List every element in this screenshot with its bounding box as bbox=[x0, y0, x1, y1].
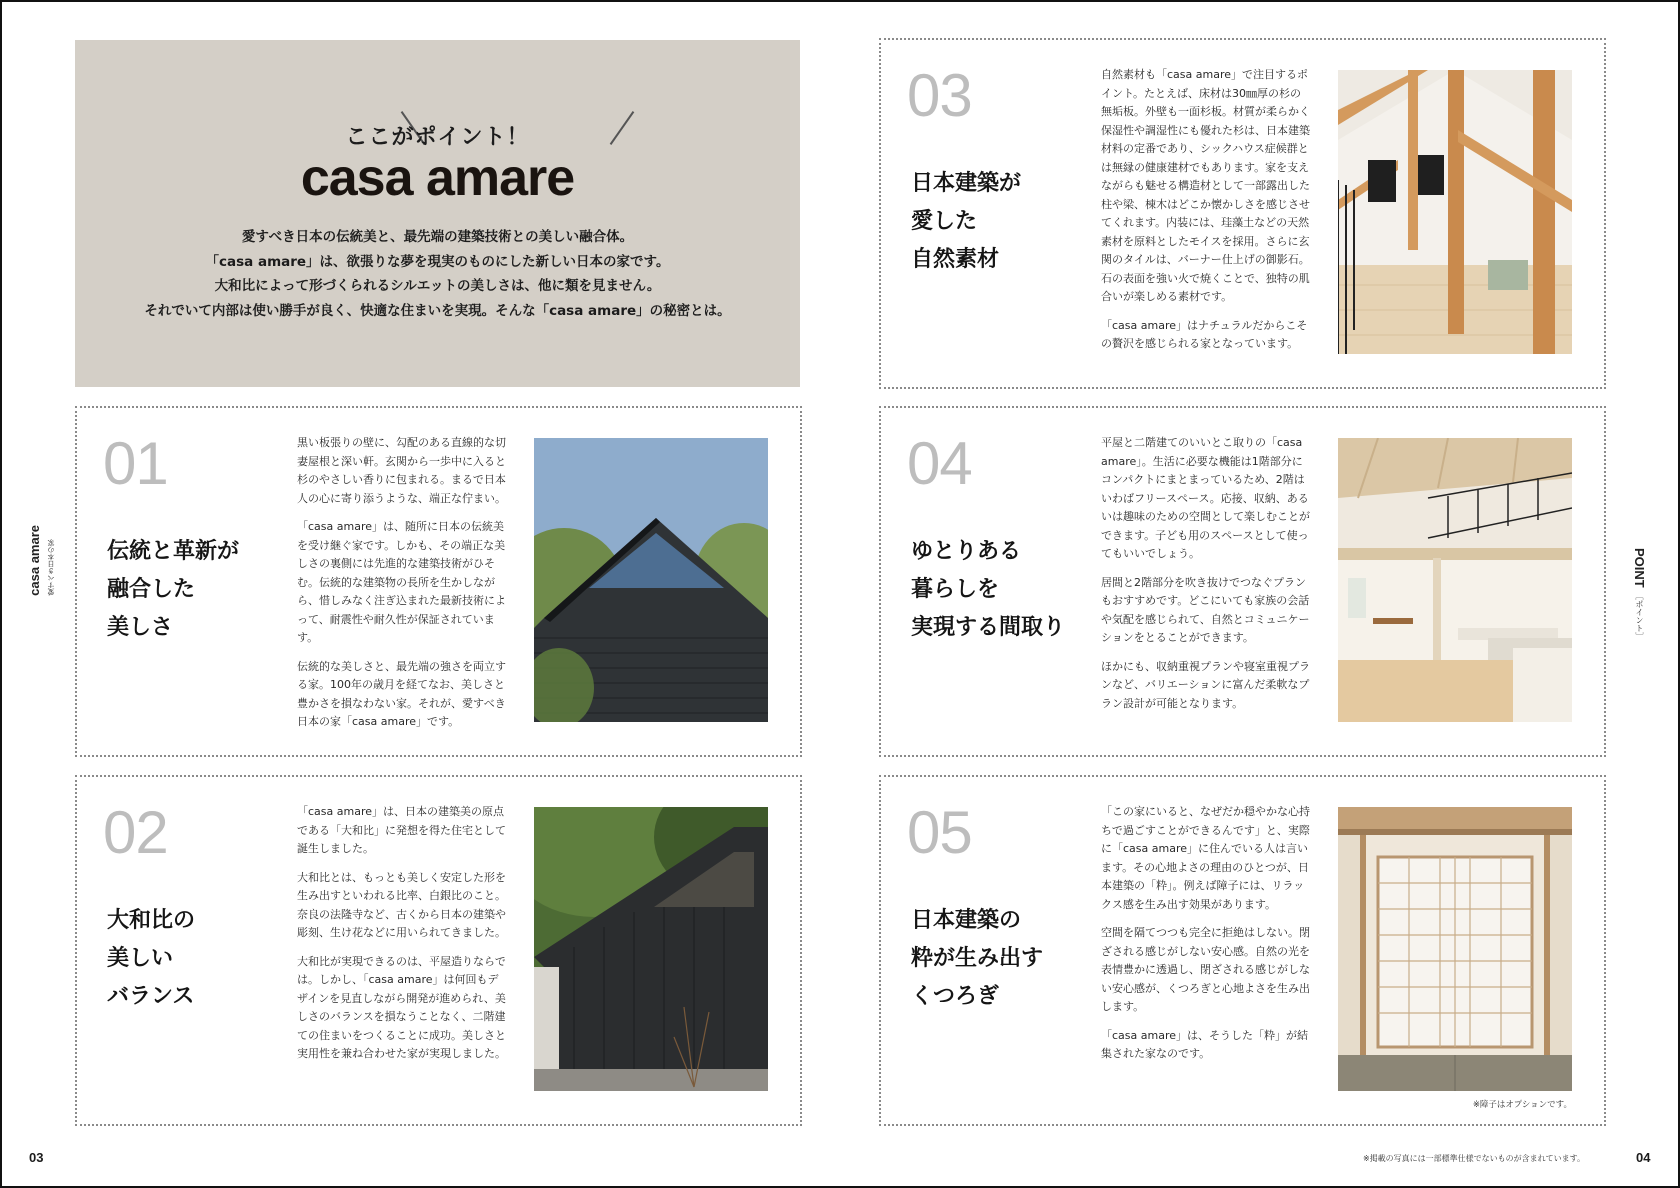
page-number-right: 04 bbox=[1636, 1150, 1651, 1165]
side-point-label: POINT bbox=[1632, 548, 1647, 588]
gable-house-exterior-photo bbox=[534, 438, 768, 722]
intro-lead bbox=[95, 225, 780, 323]
point-body bbox=[297, 803, 507, 1074]
point-card-04 bbox=[879, 406, 1606, 757]
point-number: 05 bbox=[907, 799, 972, 866]
point-number: 04 bbox=[907, 430, 972, 497]
point-paragraph: 伝統的な美しさと、最先端の強さを両立する家。100年の歳月を経てなお、美しさと豊かさを損なわない家。それが、愛すべき日本の家「casa amare」です。 bbox=[297, 659, 506, 728]
side-brand-text: casa amare bbox=[26, 525, 42, 596]
point-number: 01 bbox=[103, 430, 168, 497]
two-story-house-exterior-photo bbox=[534, 807, 768, 1091]
intro-lead-line: それでいて内部は使い勝手が良く、快適な住まいを実現。そんな「casa amare」の秘密とは。 bbox=[144, 302, 731, 319]
point-card-02 bbox=[75, 775, 802, 1126]
point-title: ゆとりある 暮らしを 実現する間取り bbox=[911, 539, 1066, 640]
point-body bbox=[1101, 66, 1311, 364]
brand-logo-text: casa amare bbox=[300, 149, 575, 207]
point-paragraph: 「casa amare」は、日本の建築美の原点である「大和比」に発想を得た住宅として誕生しました。 bbox=[297, 805, 506, 855]
intro-lead-line: 「casa amare」は、欲張りな夢を現実のものにした新しい日本の家です。 bbox=[205, 253, 670, 270]
side-sub-text: 愛すべき日本の家 bbox=[46, 539, 55, 596]
point-paragraph: 「この家にいると、なぜだか穏やかな心持ちで過ごすことができるんです」と、実際に「casa amare」に住んでいる人は言います。その心地よさの理由のひとつが、日本建築の「粋」。例えば障子には、リラックス感を生み出す効果があります。 bbox=[1101, 805, 1310, 911]
attic-wood-interior-photo bbox=[1338, 70, 1572, 354]
point-paragraph: ほかにも、収納重視プランや寝室重視プランなど、バリエーションに富んだ柔軟なプラン設計が可能となります。 bbox=[1101, 659, 1310, 710]
point-paragraph: 居間と2階部分を吹き抜けでつなぐプランもおすすめです。どこにいても家族の会話や気配を感じられて、自然とコミュニケーションをとることができます。 bbox=[1101, 575, 1310, 644]
point-title: 伝統と革新が 融合した 美しさ bbox=[107, 539, 240, 640]
point-number: 03 bbox=[907, 62, 972, 129]
point-number: 02 bbox=[103, 799, 168, 866]
side-point-sub: ［ポイント］ bbox=[1635, 591, 1644, 640]
open-living-interior-photo bbox=[1338, 438, 1572, 722]
point-card-01 bbox=[75, 406, 802, 757]
intro-panel bbox=[75, 40, 800, 387]
point-paragraph: 黒い板張りの壁に、勾配のある直線的な切妻屋根と深い軒。玄関から一歩中に入ると杉のやさしい香りに包まれる。まるで日本人の心に寄り添うような、端正な佇まい。 bbox=[297, 436, 506, 505]
intro-catchphrase: ここがポイント！ bbox=[345, 125, 530, 150]
point-paragraph: 「casa amare」はナチュラルだからこその贅沢を感じられる家となっています。 bbox=[1101, 318, 1308, 350]
point-paragraph: 空間を隔てつつも完全に拒絶はしない。閉ざされる感じがしない安心感。自然の光を表情豊かに透過し、閉ざされる感じがしない安心感が、くつろぎと心地よさを生み出します。 bbox=[1101, 926, 1310, 1013]
point-body bbox=[1101, 434, 1311, 723]
point-card-05 bbox=[879, 775, 1606, 1126]
point-paragraph: 大和比が実現できるのは、平屋造りならでは。しかし、「casa amare」は何回もデザインを見直しながら開発が進められ、美しさのバランスを損なうことなく、二階建ての住まいをつくることに成功。美しさと実用性を兼ね合わせた家が実現しました。 bbox=[297, 954, 506, 1060]
point-title: 大和比の 美しい バランス bbox=[107, 908, 196, 1009]
point-title: 日本建築が 愛した 自然素材 bbox=[911, 171, 1022, 272]
photo-caption: ※障子はオプションです。 bbox=[1472, 1100, 1572, 1110]
side-label-right bbox=[1632, 548, 1647, 640]
point-card-03 bbox=[879, 38, 1606, 389]
point-paragraph: 平屋と二階建てのいいとこ取りの「casa amare」。生活に必要な機能は1階部分にコンパクトにまとまっているため、2階はいわばフリースペース。応接、収納、あるいは趣味のための空間として楽しむことができます。子ども用のスペースとして使ってもいいでしょう。 bbox=[1101, 436, 1310, 560]
point-paragraph: 大和比とは、もっとも美しく安定した形を生み出すといわれる比率、白銀比のこと。奈良の法隆寺など、古くから日本の建築や彫刻、生け花などに用いられてきました。 bbox=[297, 870, 506, 939]
footer-note: ※掲載の写真には一部標準仕様でないものが含まれています。 bbox=[1362, 1154, 1585, 1163]
page-number-left: 03 bbox=[29, 1150, 44, 1165]
side-label-left bbox=[26, 525, 56, 655]
point-body bbox=[297, 434, 507, 742]
point-paragraph: 「casa amare」は、そうした「粋」が結集された家なのです。 bbox=[1101, 1028, 1309, 1060]
point-paragraph: 「casa amare」は、随所に日本の伝統美を受け継ぐ家です。しかも、その端正な美しさの裏側には先進的な建築技術がひそむ。伝統的な建築物の長所を生かしながら、惜しみなく注ぎ込まれた最新技術によって、耐震性や耐久性が保証されています。 bbox=[297, 520, 506, 644]
point-paragraph: 自然素材も「casa amare」で注目するポイント。たとえば、床材は30㎜厚の杉の無垢板。外壁も一面杉板。材質が柔らかく保湿性や調湿性にも優れた杉は、日本建築材料の定番であり、シックハウス症候群とは無縁の健康建材でもあります。家を支えながらも魅せる構造材として一部露出した柱や梁、棟木はどこか懐かしさを感じさせてくれます。内装には、珪藻土などの天然素材を原料としたモイスを採用。さらに玄関のタイルは、バーナー仕上げの御影石。石の表面を強い火で焼くことで、独特の肌合いが楽しめる素材です。 bbox=[1101, 68, 1310, 303]
intro-lead-line: 愛すべき日本の伝統美と、最先端の建築技術との美しい融合体。 bbox=[241, 229, 634, 245]
intro-lead-line: 大和比によって形づくられるシルエットの美しさは、他に類を見ません。 bbox=[214, 278, 661, 294]
point-title: 日本建築の 粋が生み出す くつろぎ bbox=[911, 908, 1044, 1009]
shoji-tatami-room-photo bbox=[1338, 807, 1572, 1091]
point-body bbox=[1101, 803, 1311, 1074]
